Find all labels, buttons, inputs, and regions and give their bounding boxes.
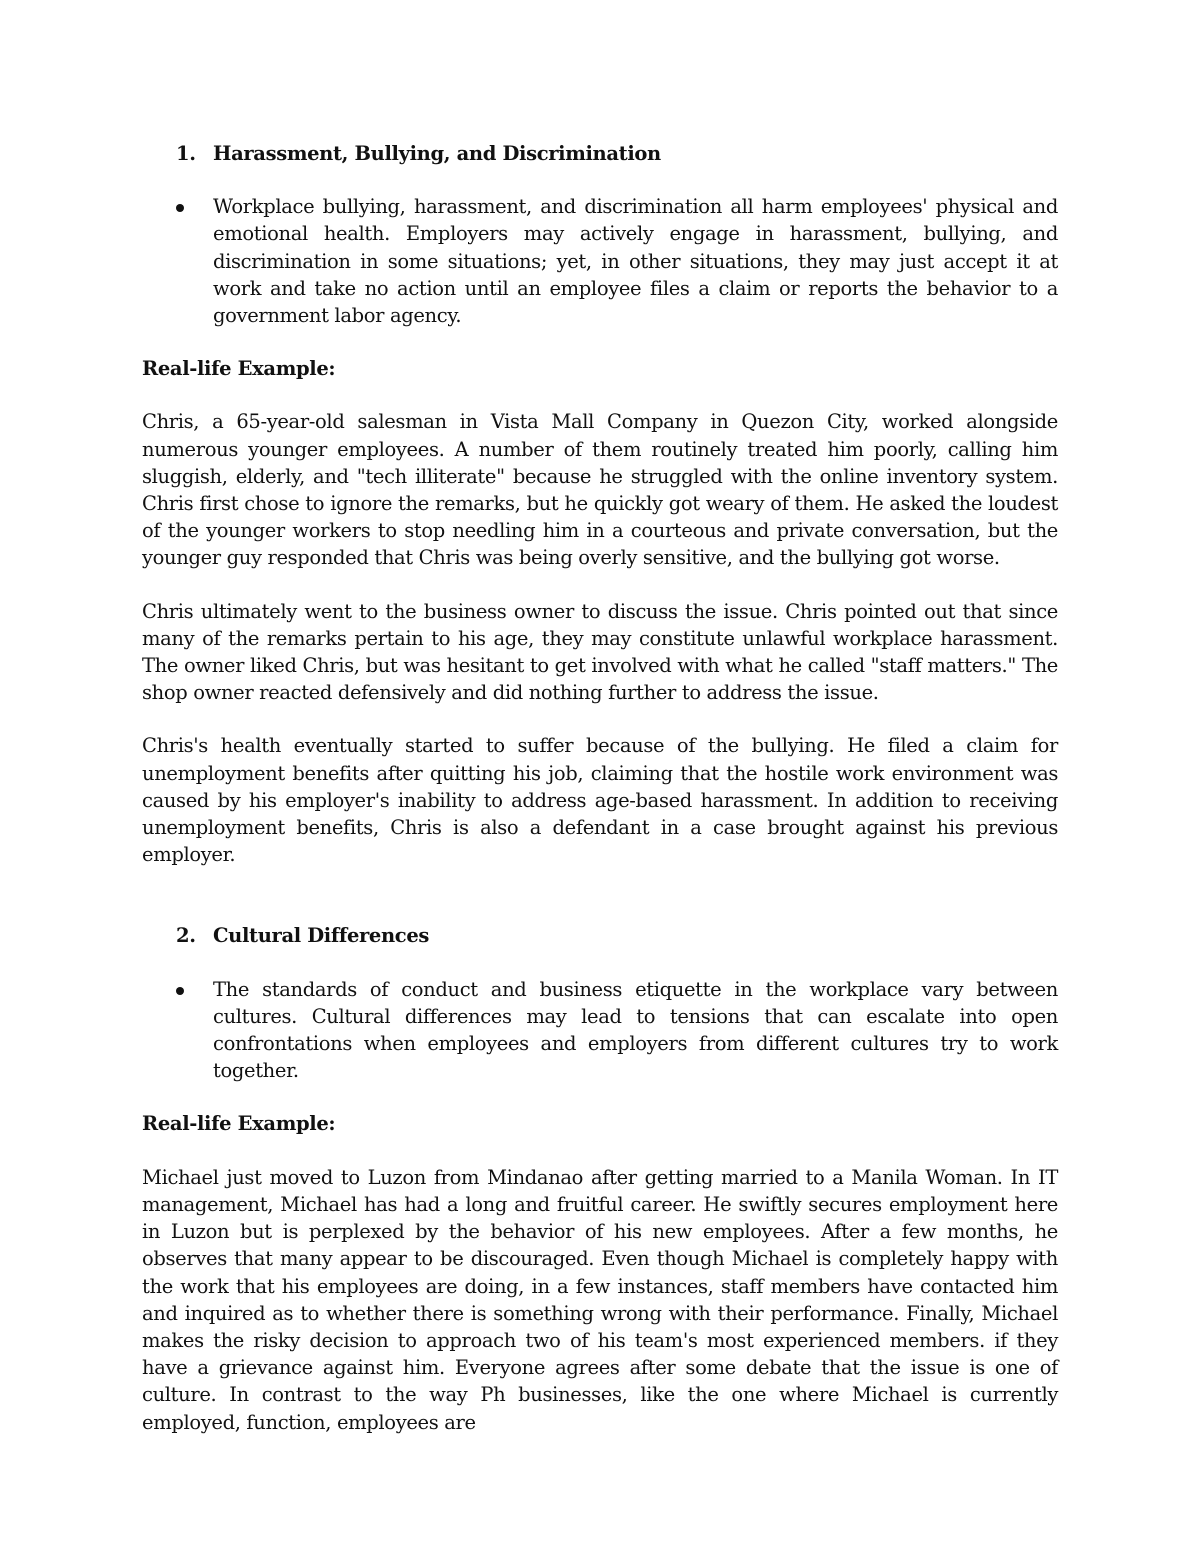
- section-1-paragraph-1: Chris, a 65-year-old salesman in Vista Mall Company in Quezon City, worked alongside numerous younger employees. A number of them routinely treated him poorly, calling him sluggish, elderly, and "tech illiterate" because he struggled with the online inventory system. Chris first chose to ignore the remarks, but he quickly got weary of them. He asked the loudest of the younger workers to stop needling him in a courteous and private conversation, but the younger guy responded that Chris was being overly sensitive, and the bullying got worse.: [142, 410, 1058, 570]
- document-page: [142, 140, 1058, 1436]
- bullet-icon: [176, 987, 184, 995]
- section-2-bullet: [142, 976, 1058, 1085]
- section-1-bullet-text: Workplace bullying, harassment, and discrimination all harm employees' physical and emotional health. Employers may actively engage in harassment, bullying, and discrimination in some situations; yet, in other situations, they may just accept it at work and take no action until an employee files a claim or reports the behavior to a government labor agency.: [213, 195, 1058, 328]
- section-1-bullet: [142, 193, 1058, 329]
- section-1-title: [142, 140, 1058, 167]
- section-2-number: 2.: [176, 924, 196, 948]
- section-2-example-heading: Real-life Example:: [142, 1112, 336, 1136]
- section-1-number: 1.: [176, 142, 196, 165]
- bullet-icon: [176, 204, 184, 212]
- section-1-paragraph-3: Chris's health eventually started to suffer because of the bullying. He filed a claim for unemployment benefits after quitting his job, claiming that the hostile work environment was caused by his employer's inability to address age-based harassment. In addition to receiving unemployment benefits, Chris is also a defendant in a case brought against his previous employer.: [142, 734, 1058, 867]
- section-2-title: [142, 922, 1058, 949]
- section-1-title-text: Harassment, Bullying, and Discrimination: [213, 142, 661, 165]
- section-2-paragraph-1: Michael just moved to Luzon from Mindanao after getting married to a Manila Woman. In IT management, Michael has had a long and fruitful career. He swiftly secures employment here in Luzon but is perplexed by the behavior of his new employees. After a few months, he observes that many appear to be discouraged. Even though Michael is completely happy with the work that his employees are doing, in a few instances, staff members have contacted him and inquired as to whether there is something wrong with their performance. Finally, Michael makes the risky decision to approach two of his team's most experienced members. if they have a grievance against him. Everyone agrees after some debate that the issue is one of culture. In contrast to the way Ph businesses, like the one where Michael is currently employed, function, employees are: [142, 1165, 1058, 1434]
- section-1-paragraph-2: Chris ultimately went to the business owner to discuss the issue. Chris pointed out that since many of the remarks pertain to his age, they may constitute unlawful workplace harassment. The owner liked Chris, but was hesitant to get involved with what he called "staff matters." The shop owner reacted defensively and did nothing further to address the issue.: [142, 599, 1058, 705]
- section-2-bullet-text: The standards of conduct and business etiquette in the workplace vary between cultures. Cultural differences may lead to tensions that can escalate into open confrontations when employees and employers from different cultures try to work together.: [213, 977, 1058, 1083]
- section-1-example-heading: Real-life Example:: [142, 357, 336, 381]
- section-2-title-text: Cultural Differences: [213, 924, 430, 948]
